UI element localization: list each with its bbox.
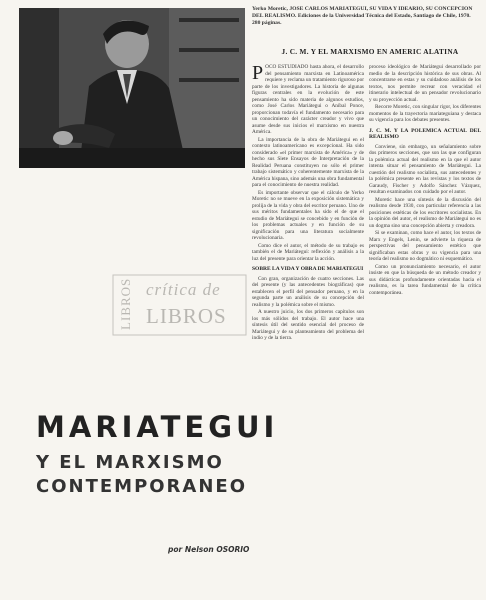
- citation-header: Yerko Moretic, JOSE CARLOS MARIATEGUI, SU VIDA Y IDEARIO, SU CONCEPCION DEL REALISMO. Ediciones de la Universidad Técnica del Estado, Santiago de Chile, 1970. 280 páginas.: [252, 6, 473, 26]
- stamp-word: LIBROS: [118, 277, 133, 330]
- paragraph: Conviene, sin embargo, un señalamiento sobre dos primeros secciones, que son las que configuran la polémica actual del realismo en la que el autor intenta situar el pensamiento de Mariátegui. La cuestión del realismo socialista, sus antecedentes y la polémica presente en las revistas y los textos de Garaudy, Fischer y Adolfo Sánchez Vázquez, resultan examinados con cuidado por el autor.: [369, 143, 481, 195]
- portrait-illustration: [19, 8, 245, 168]
- paragraph: Es importante observar que el cálculo de Yerko Moretic no se mueve en la exposición sistemática y prolija de la vida y obra del escritor peruano. Uno de sus méritos fundamentales ha sido el de que el estudio de Mariátegui se concebido y en función de los problemas actuales y en función de su significación para una literatura socialmente revolucionaria.: [252, 189, 364, 241]
- paragraph: proceso ideológico de Mariátegui desarrollado por medio de la descripción histórica de sus obras. Al concentrarse en estas y su cuidadoso análisis de los textos, nos permite recrear con veracidad el itinerario intelectual de un pensador revolucionario y su proyección actual.: [369, 64, 481, 103]
- drop-cap: P: [252, 64, 264, 84]
- title-line-3: CONTEMPORANEO: [36, 476, 248, 497]
- subheading: SOBRE LA VIDA Y OBRA DE MARIATEGUI: [252, 266, 364, 272]
- portrait-photo: [19, 8, 245, 168]
- article-title: [36, 410, 279, 444]
- paragraph: Con gran, organización de cuatro secciones. Las del presente (y las antecedentes biográficas) que establecen el perfil del pensador peruano, y en la segunda parte un análisis de su concepción del realismo y la polémica sobre el mismo.: [252, 275, 364, 308]
- paragraph: Como dice el autor, el método de su trabajo es también el de Mariátegui: reflexión y análisis a la luz del presente para orientar la acción.: [252, 242, 364, 262]
- paragraph: Si se examinan, como hace el autor, los textos de Marx y Engels, Lenin, se advierte la riqueza de perspectivas del pensamiento estético que significaban estas obras y su vigencia para una teoría del realismo no dogmático ni esquemático.: [369, 230, 481, 262]
- title-line-2: Y EL MARXISMO: [36, 452, 224, 473]
- title-line-1: MARIATEGUI: [36, 410, 279, 444]
- libros-stamp: [112, 274, 247, 336]
- paragraph: A nuestro juicio, los dos primeros capítulos son los más sólidos del trabajo. El autor hace una síntesis útil del sentido esencial del proceso de Mariátegui y de su planteamiento del problema del indio y de la tierra.: [252, 309, 364, 341]
- paragraph: Recorre Moretic, con singular rigor, los diferentes momentos de la trayectoria mariateguiana y destaca su vigencia para los debates presentes.: [369, 104, 481, 123]
- article-column-middle: [252, 64, 364, 596]
- paragraph: Como un pronunciamiento necesario, el autor insiste en que la búsqueda de un método creador y sus didácticas profundamente orientadas hacia el realismo, es la tarea fundamental de la crítica contemporánea.: [369, 263, 481, 296]
- paragraph: Moretic hace una síntesis de la discusión del realismo desde 1930, con particular referencia a las posiciones estéticas de los escritores socialistas. En la opinión del autor, el realismo de Mariátegui no es un dogma sino una concepción abierta y creadora.: [369, 196, 481, 229]
- subheading: J. C. M. Y LA POLEMICA ACTUAL DEL REALISMO: [369, 127, 481, 140]
- author-byline: por Nelson OSORIO: [168, 545, 250, 554]
- section-heading: J. C. M. Y EL MARXISMO EN AMERIC ALATINA: [281, 47, 459, 56]
- stamp-word: crítica de: [146, 280, 221, 299]
- article-column-right: [369, 64, 481, 596]
- paragraph: La importancia de la obra de Mariátegui en el contexto latinoamericano es excepcional. Ha sido considerado «el primer marxista de América» y de hecho sus Siete Ensayos de Interpretación de la Realidad Peruana constituyen no sólo el primer trabajo sistemático y coherentemente marxista de la América hispana, sino además una obra fundamental para el conocimiento de nuestra realidad.: [252, 136, 364, 188]
- paragraph: OCO ESTUDIADO hasta ahora, el desarrollo del pensamiento marxista en Latinoamérica requiere y reclama un tratamiento riguroso por parte de los investigadores. La historia de algunas figuras centrales en la evolución de este pensamiento ha sido materia de algunos estudios, como José Carlos Mariátegui o Aníbal Ponce, proporcionan todavía el fundamento necesario para un conocimiento del carácter creador y vivo que asume desde sus inicios el marxismo en nuestra América.: [252, 64, 364, 135]
- stamp-word: LIBROS: [146, 304, 227, 328]
